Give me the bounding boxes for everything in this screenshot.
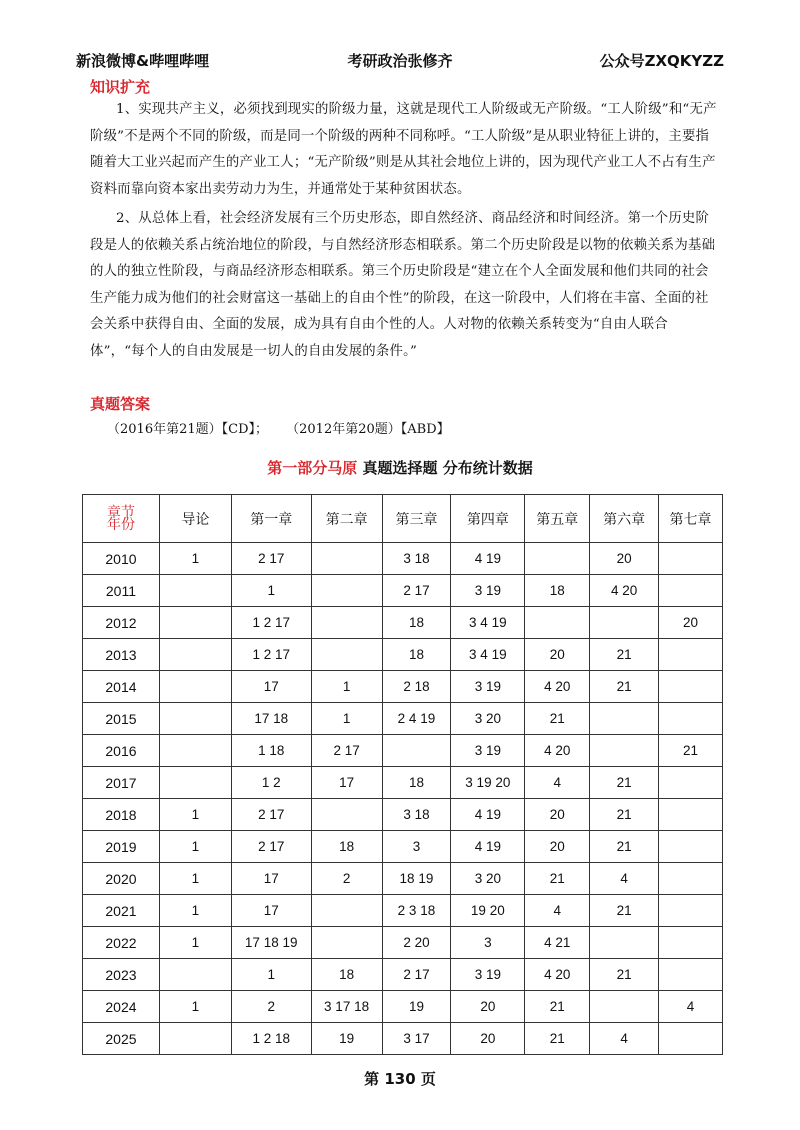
question-cell: 3: [382, 831, 451, 863]
column-header: 第二章: [311, 495, 382, 543]
question-cell: 2 3 18: [382, 895, 451, 927]
table-row: [83, 991, 723, 1023]
table-row: [83, 927, 723, 959]
question-cell: [590, 607, 659, 639]
question-cell: 20: [525, 799, 590, 831]
header-author: 考研政治张修齐: [347, 52, 453, 70]
question-cell: 21: [590, 895, 659, 927]
question-cell: 17: [231, 895, 311, 927]
question-cell: [659, 767, 723, 799]
question-cell: [159, 703, 231, 735]
question-cell: 1 2 17: [231, 607, 311, 639]
question-cell: [311, 575, 382, 607]
year-cell: 2013: [83, 639, 160, 671]
question-cell: 19 20: [451, 895, 525, 927]
distribution-table: [82, 494, 723, 1055]
question-cell: 2 17: [382, 575, 451, 607]
question-cell: 21: [525, 1023, 590, 1055]
question-cell: 4: [525, 767, 590, 799]
question-cell: 3 18: [382, 543, 451, 575]
question-cell: 21: [525, 991, 590, 1023]
question-cell: 3 18: [382, 799, 451, 831]
question-cell: 4: [590, 863, 659, 895]
question-cell: [311, 543, 382, 575]
table-body: [83, 543, 723, 1055]
table-row: [83, 543, 723, 575]
question-cell: 1: [231, 575, 311, 607]
question-cell: 3 19 20: [451, 767, 525, 799]
table-row: [83, 639, 723, 671]
question-cell: [659, 671, 723, 703]
year-cell: 2019: [83, 831, 160, 863]
table-corner-cell: [83, 495, 160, 543]
table-row: [83, 703, 723, 735]
table-row: [83, 799, 723, 831]
question-cell: 21: [590, 831, 659, 863]
question-cell: 1: [159, 863, 231, 895]
question-cell: 18: [382, 639, 451, 671]
table-row: [83, 831, 723, 863]
question-cell: 3 19: [451, 575, 525, 607]
question-cell: 4 20: [525, 735, 590, 767]
question-cell: 2 4 19: [382, 703, 451, 735]
table-title-desc: 真题选择题 分布统计数据: [362, 459, 533, 477]
column-header: 导论: [159, 495, 231, 543]
column-header: 第七章: [659, 495, 723, 543]
year-cell: 2011: [83, 575, 160, 607]
question-cell: [659, 799, 723, 831]
question-cell: [311, 639, 382, 671]
question-cell: 19: [311, 1023, 382, 1055]
question-cell: 1 18: [231, 735, 311, 767]
question-cell: [311, 927, 382, 959]
question-cell: 1 2 18: [231, 1023, 311, 1055]
page-header: [76, 50, 724, 72]
question-cell: 2 18: [382, 671, 451, 703]
year-cell: 2024: [83, 991, 160, 1023]
question-cell: 20: [451, 1023, 525, 1055]
question-cell: [159, 735, 231, 767]
question-cell: 3 17: [382, 1023, 451, 1055]
year-cell: 2022: [83, 927, 160, 959]
question-cell: 21: [590, 799, 659, 831]
question-cell: 18: [311, 959, 382, 991]
question-cell: 1: [311, 703, 382, 735]
column-header: 第五章: [525, 495, 590, 543]
question-cell: [590, 703, 659, 735]
question-cell: 3 4 19: [451, 607, 525, 639]
question-cell: [525, 543, 590, 575]
question-cell: [159, 639, 231, 671]
question-cell: 18: [382, 767, 451, 799]
question-cell: 1: [159, 831, 231, 863]
question-cell: [659, 831, 723, 863]
question-cell: 1 2: [231, 767, 311, 799]
question-cell: [159, 671, 231, 703]
year-cell: 2015: [83, 703, 160, 735]
year-cell: 2014: [83, 671, 160, 703]
question-cell: 17 18 19: [231, 927, 311, 959]
question-cell: 2 20: [382, 927, 451, 959]
question-cell: 4 19: [451, 831, 525, 863]
question-cell: 18: [382, 607, 451, 639]
question-cell: 3 4 19: [451, 639, 525, 671]
answer-2012: （2012年第20题）【ABD】: [286, 422, 450, 437]
question-cell: 4: [525, 895, 590, 927]
question-cell: 1 2 17: [231, 639, 311, 671]
question-cell: 1: [311, 671, 382, 703]
question-cell: 4 19: [451, 799, 525, 831]
question-cell: [159, 1023, 231, 1055]
question-cell: 4 20: [525, 671, 590, 703]
question-cell: 18: [311, 831, 382, 863]
question-cell: 1: [159, 927, 231, 959]
question-cell: [159, 575, 231, 607]
question-cell: 3: [451, 927, 525, 959]
question-cell: 21: [590, 959, 659, 991]
question-cell: [659, 1023, 723, 1055]
question-cell: 17: [311, 767, 382, 799]
table-row: [83, 959, 723, 991]
question-cell: 4 21: [525, 927, 590, 959]
question-cell: 20: [659, 607, 723, 639]
year-cell: 2016: [83, 735, 160, 767]
answer-line: [107, 418, 464, 437]
knowledge-title: 知识扩充: [90, 78, 151, 96]
question-cell: [659, 639, 723, 671]
header-weibo-bilibili: 新浪微博&哔哩哔哩: [76, 52, 210, 70]
question-cell: [311, 607, 382, 639]
question-cell: 1: [159, 991, 231, 1023]
corner-year-label: 年份: [106, 516, 135, 533]
question-cell: 21: [525, 863, 590, 895]
question-cell: 2: [231, 991, 311, 1023]
year-cell: 2021: [83, 895, 160, 927]
knowledge-paragraph-2: 2、从总体上看，社会经济发展有三个历史形态，即自然经济、商品经济和时间经济。第一个历史阶段是人的依赖关系占统治地位的阶段，与自然经济形态相联系。第二个历史阶段是以物的依赖关系为基础的人的独立性阶段，与商品经济形态相联系。第三个历史阶段是“建立在个人全面发展和他们共同的社会生产能力成为他们的社会财富这一基础上的自由个性”的阶段，在这一阶段中，人们将在丰富、全面的社会关系中获得自由、全面的发展，成为具有自由个性的人。人对物的依赖关系转变为“自由人联合体”，“每个人的自由发展是一切人的自由发展的条件。”: [90, 211, 716, 359]
question-cell: [590, 927, 659, 959]
question-cell: [311, 799, 382, 831]
question-cell: [159, 767, 231, 799]
table-row: [83, 1023, 723, 1055]
page-number: 第 130 页: [364, 1070, 436, 1088]
question-cell: [659, 703, 723, 735]
answer-title: 真题答案: [90, 395, 151, 413]
table-row: [83, 735, 723, 767]
question-cell: 17: [231, 863, 311, 895]
question-cell: [311, 895, 382, 927]
question-cell: 4: [590, 1023, 659, 1055]
year-cell: 2020: [83, 863, 160, 895]
table-row: [83, 671, 723, 703]
question-cell: [659, 863, 723, 895]
question-cell: [525, 607, 590, 639]
question-cell: 3 20: [451, 703, 525, 735]
question-cell: 20: [590, 543, 659, 575]
question-cell: 3 19: [451, 671, 525, 703]
question-cell: 4 20: [590, 575, 659, 607]
table-row: [83, 607, 723, 639]
question-cell: 4 20: [525, 959, 590, 991]
year-cell: 2025: [83, 1023, 160, 1055]
column-header: 第六章: [590, 495, 659, 543]
year-cell: 2017: [83, 767, 160, 799]
question-cell: [159, 959, 231, 991]
question-cell: [659, 575, 723, 607]
year-cell: 2010: [83, 543, 160, 575]
question-cell: 3 19: [451, 959, 525, 991]
question-cell: 1: [159, 543, 231, 575]
question-cell: [590, 991, 659, 1023]
question-cell: 20: [451, 991, 525, 1023]
question-cell: 2: [311, 863, 382, 895]
question-cell: 2 17: [231, 543, 311, 575]
corner-chapter-label: 章节: [106, 504, 135, 521]
header-wechat-account: 公众号ZXQKYZZ: [599, 52, 724, 70]
question-cell: 19: [382, 991, 451, 1023]
knowledge-paragraph-1: 1、实现共产主义，必须找到现实的阶级力量，这就是现代工人阶级或无产阶级。“工人阶级”和“无产阶级”不是两个不同的阶级，而是同一个阶级的两种不同称呼。“工人阶级”是从职业特征上讲的，主要指随着大工业兴起而产生的产业工人；“无产阶级”则是从其社会地位上讲的，因为现代产业工人不占有生产资料而靠向资本家出卖劳动力为生，并通常处于某种贫困状态。: [90, 102, 717, 197]
table-row: [83, 767, 723, 799]
table-row: [83, 895, 723, 927]
question-cell: 21: [590, 671, 659, 703]
column-header: 第四章: [451, 495, 525, 543]
question-cell: [159, 607, 231, 639]
column-header: 第三章: [382, 495, 451, 543]
question-cell: [659, 959, 723, 991]
table-title: [0, 457, 800, 478]
question-cell: 3 17 18: [311, 991, 382, 1023]
question-cell: 21: [525, 703, 590, 735]
question-cell: [659, 543, 723, 575]
table-header-row: [83, 495, 723, 543]
question-cell: 17: [231, 671, 311, 703]
question-cell: 2 17: [231, 831, 311, 863]
question-cell: [659, 927, 723, 959]
table-row: [83, 863, 723, 895]
question-cell: 2 17: [382, 959, 451, 991]
question-cell: 21: [590, 767, 659, 799]
question-cell: 2 17: [311, 735, 382, 767]
question-cell: 21: [659, 735, 723, 767]
year-cell: 2012: [83, 607, 160, 639]
question-cell: 3 20: [451, 863, 525, 895]
question-cell: [382, 735, 451, 767]
question-cell: 18 19: [382, 863, 451, 895]
question-cell: 17 18: [231, 703, 311, 735]
question-cell: 18: [525, 575, 590, 607]
question-cell: 1: [159, 895, 231, 927]
question-cell: 2 17: [231, 799, 311, 831]
question-cell: 3 19: [451, 735, 525, 767]
question-cell: 4: [659, 991, 723, 1023]
question-cell: [590, 735, 659, 767]
table-title-part: 第一部分马原: [267, 459, 358, 477]
column-header: 第一章: [231, 495, 311, 543]
answer-2016: （2016年第21题）【CD】；: [107, 422, 268, 437]
question-cell: 20: [525, 831, 590, 863]
year-cell: 2018: [83, 799, 160, 831]
year-cell: 2023: [83, 959, 160, 991]
question-cell: 4 19: [451, 543, 525, 575]
question-cell: 1: [159, 799, 231, 831]
table-row: [83, 575, 723, 607]
question-cell: 1: [231, 959, 311, 991]
question-cell: [659, 895, 723, 927]
question-cell: 21: [590, 639, 659, 671]
question-cell: 20: [525, 639, 590, 671]
